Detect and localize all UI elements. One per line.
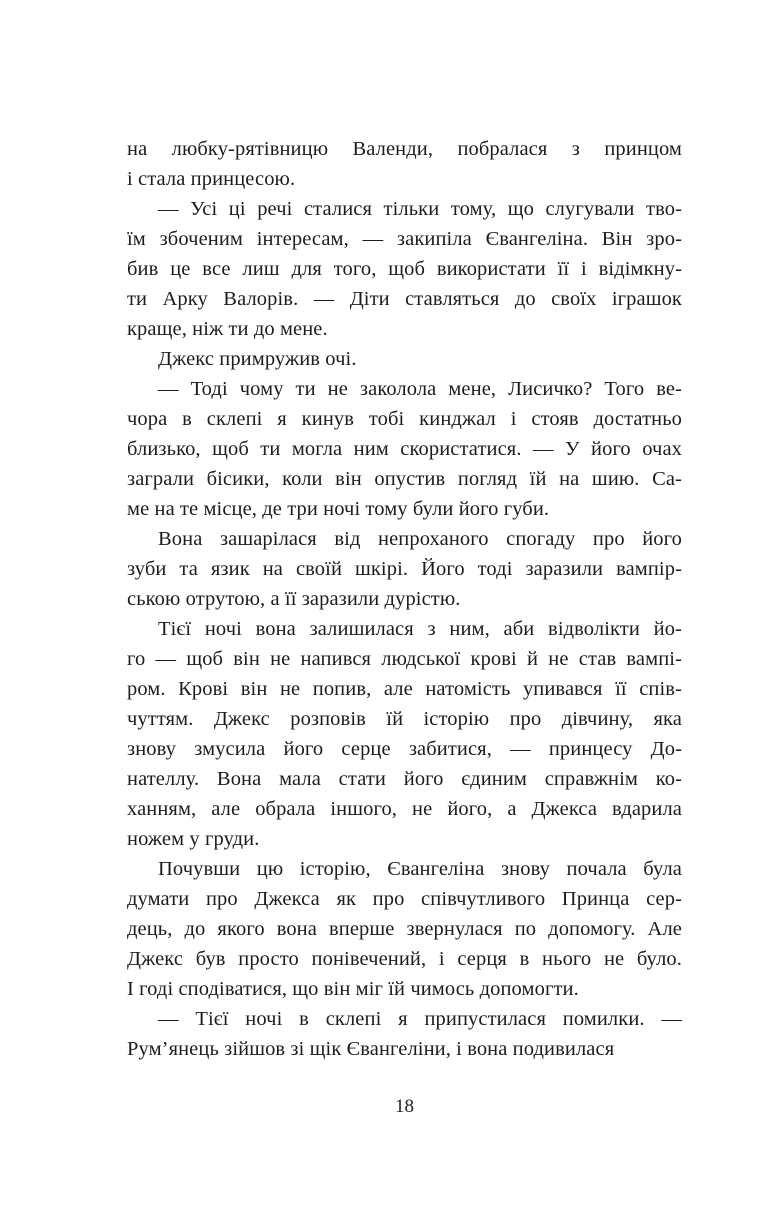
text-line: на любку-рятівницю Валенди, побралася з принцом xyxy=(127,138,682,160)
text-line: І годі сподіватися, що він міг їй чимось допомогти. xyxy=(127,978,579,1000)
paragraph xyxy=(127,194,682,344)
text-line: — Усі ці речі сталися тільки тому, що слугували тво- xyxy=(158,198,682,220)
text-line: — Тоді чому ти не заколола мене, Лисичко? Того ве- xyxy=(158,378,682,400)
text-line: ханням, але обрала іншого, не його, а Джекса вдарила xyxy=(127,798,682,820)
text-line: го — щоб він не напився людської крові й не став вампі- xyxy=(127,648,682,670)
paragraph xyxy=(127,134,682,194)
paragraph xyxy=(127,374,682,524)
page-number: 18 xyxy=(395,1096,414,1117)
text-line: ти Арку Валорів. — Діти ставляться до своїх іграшок xyxy=(127,288,682,310)
text-block xyxy=(127,134,682,1064)
paragraph xyxy=(127,854,682,1004)
text-line: думати про Джекса як про співчутливого Принца сер- xyxy=(127,888,682,910)
text-line: чуттям. Джекс розповів їй історію про дівчину, яка xyxy=(127,708,682,730)
text-line: чора в склепі я кинув тобі кинджал і стояв достатньо xyxy=(127,408,682,430)
text-line: їм збоченим інтересам, — закипіла Євангеліна. Він зро- xyxy=(127,228,682,250)
text-line: Рум’янець зійшов зі щік Євангеліни, і вона подивилася xyxy=(127,1038,615,1060)
text-line: заграли бісики, коли він опустив погляд їй на шию. Са- xyxy=(127,468,682,490)
text-line: бив це все лиш для того, щоб використати її і відімкну- xyxy=(127,258,682,280)
text-line: ножем у груди. xyxy=(127,828,260,850)
text-line: — Тієї ночі в склепі я припустилася помилки. — xyxy=(158,1008,682,1030)
text-line: і стала принцесою. xyxy=(127,168,296,190)
text-line: нателлу. Вона мала стати його єдиним справжнім ко- xyxy=(127,768,682,790)
text-line: ме на те місце, де три ночі тому були його губи. xyxy=(127,498,550,520)
text-line: Почувши цю історію, Євангеліна знову почала була xyxy=(158,858,682,880)
text-line: Тієї ночі вона залишилася з ним, аби відволікти йо- xyxy=(158,618,682,640)
text-line: краще, ніж ти до мене. xyxy=(127,318,328,340)
text-line: знову змусила його серце забитися, — принцесу До- xyxy=(127,738,682,760)
text-line: ром. Крові він не попив, але натомість упивався її спів- xyxy=(127,678,682,700)
text-line: Джекс примружив очі. xyxy=(158,348,357,370)
paragraph xyxy=(127,1004,682,1064)
text-line: близько, щоб ти могла ним скористатися. — У його очах xyxy=(127,438,682,460)
text-line: Вона зашарілася від непроханого спогаду про його xyxy=(158,528,682,550)
paragraph xyxy=(127,524,682,614)
text-line: зуби та язик на своїй шкірі. Його тоді заразили вампір- xyxy=(127,558,682,580)
paragraph xyxy=(127,614,682,854)
paragraph xyxy=(127,344,682,374)
text-line: дець, до якого вона вперше звернулася по допомогу. Але xyxy=(127,918,682,940)
text-line: ською отрутою, а її заразили дурістю. xyxy=(127,588,461,610)
text-line: Джекс був просто понівечений, і серця в нього не було. xyxy=(127,948,682,970)
